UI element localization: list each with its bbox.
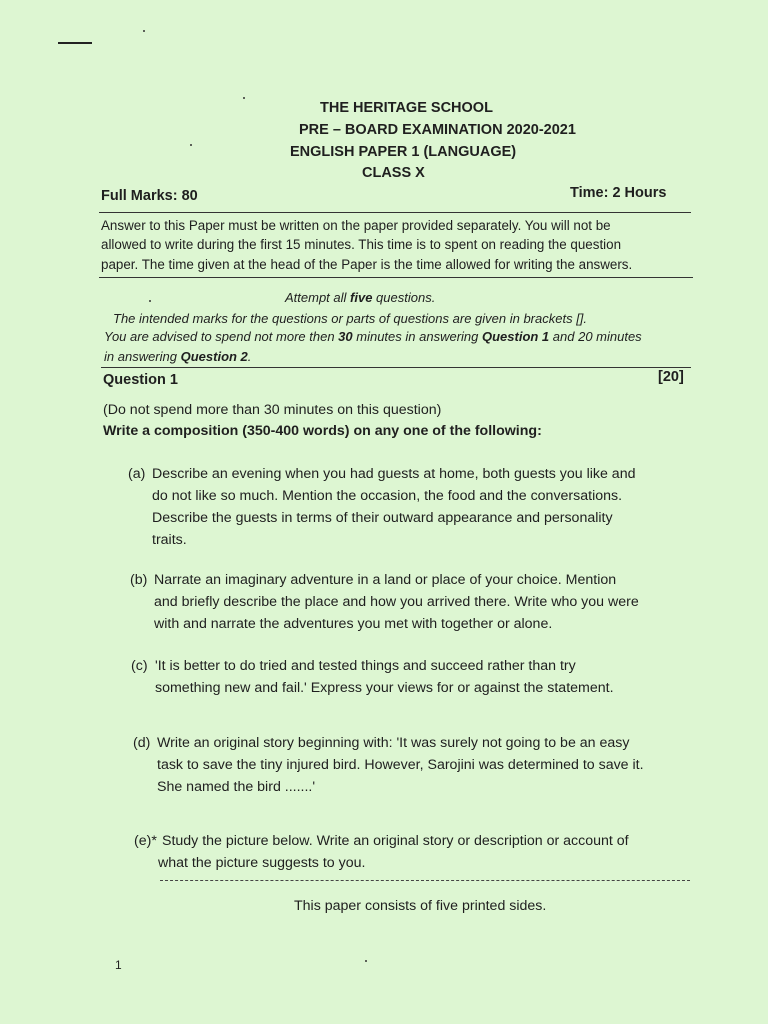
full-marks: Full Marks: 80 bbox=[101, 188, 198, 204]
option-text: Study the picture below. Write an original story or description or account of bbox=[162, 833, 629, 849]
option-e bbox=[134, 830, 629, 874]
option-text: Describe the guests in terms of their outward appearance and personality bbox=[152, 510, 613, 526]
option-text: She named the bird .......' bbox=[157, 779, 316, 795]
dotted-divider bbox=[160, 880, 690, 881]
question-instruction: Write a composition (350-400 words) on any one of the following: bbox=[103, 423, 542, 439]
footer-note: This paper consists of five printed sides. bbox=[294, 898, 547, 914]
option-text: what the picture suggests to you. bbox=[158, 855, 366, 871]
advice-text: and 20 minutes bbox=[549, 329, 642, 344]
option-label: (a) bbox=[128, 466, 146, 482]
advice-minutes: 30 bbox=[338, 329, 353, 344]
scan-speck bbox=[149, 300, 151, 302]
instruction-line: allowed to write during the first 15 minutes. This time is to spent on reading the question bbox=[101, 237, 622, 252]
attempt-text: Attempt all bbox=[285, 290, 351, 305]
option-c bbox=[131, 655, 614, 699]
attempt-text-end: questions. bbox=[372, 290, 436, 305]
divider bbox=[99, 212, 691, 213]
question-marks: [20] bbox=[658, 369, 684, 385]
option-text: with and narrate the adventures you met with together or alone. bbox=[154, 616, 553, 632]
option-text: Narrate an imaginary adventure in a land or place of your choice. Mention bbox=[154, 572, 617, 588]
advice-question-ref: Question 1 bbox=[481, 329, 550, 344]
question-title: Question 1 bbox=[103, 372, 178, 388]
option-label: (e)* bbox=[134, 833, 157, 849]
advice-text: minutes in answering bbox=[352, 329, 482, 344]
option-label: (c) bbox=[131, 658, 148, 674]
option-label: (b) bbox=[130, 572, 148, 588]
advice-line-2 bbox=[104, 349, 251, 364]
time-allowed: Time: 2 Hours bbox=[570, 185, 667, 201]
advice-text: . bbox=[247, 349, 252, 364]
option-text: do not like so much. Mention the occasion, the food and the conversations. bbox=[152, 488, 623, 504]
advice-line bbox=[104, 329, 642, 344]
marks-note: The intended marks for the questions or parts of questions are given in brackets []. bbox=[113, 311, 588, 326]
advice-text: in answering bbox=[104, 349, 181, 364]
class-label: CLASS X bbox=[362, 165, 425, 181]
divider bbox=[101, 367, 691, 368]
option-b bbox=[130, 569, 639, 635]
instruction-line: Answer to this Paper must be written on the paper provided separately. You will not be bbox=[101, 218, 611, 233]
option-text: 'It is better to do tried and tested things and succeed rather than try bbox=[155, 658, 576, 674]
instruction-line: paper. The time given at the head of the Paper is the time allowed for writing the answers. bbox=[101, 257, 633, 272]
option-text: and briefly describe the place and how you arrived there. Write who you were bbox=[154, 594, 639, 610]
paper-title: ENGLISH PAPER 1 (LANGUAGE) bbox=[290, 144, 517, 160]
page-number: 1 bbox=[115, 958, 122, 972]
attempt-note bbox=[285, 290, 435, 305]
advice-text: You are advised to spend not more then bbox=[104, 329, 339, 344]
divider bbox=[99, 277, 693, 278]
option-text: task to save the tiny injured bird. However, Sarojini was determined to save it. bbox=[157, 757, 644, 773]
advice-question-ref: Question 2 bbox=[180, 349, 248, 364]
time-note: (Do not spend more than 30 minutes on this question) bbox=[103, 402, 442, 418]
option-label: (d) bbox=[133, 735, 151, 751]
exam-title: PRE – BOARD EXAMINATION 2020-2021 bbox=[299, 122, 576, 138]
option-text: Describe an evening when you had guests at home, both guests you like and bbox=[152, 466, 636, 482]
option-text: traits. bbox=[152, 532, 187, 548]
scan-speck bbox=[243, 97, 245, 99]
attempt-count: five bbox=[350, 290, 373, 305]
scan-speck bbox=[143, 30, 145, 32]
option-d bbox=[133, 732, 644, 798]
option-text: Write an original story beginning with: 'It was surely not going to be an easy bbox=[157, 735, 630, 751]
scan-speck bbox=[365, 960, 367, 962]
option-text: something new and fail.' Express your views for or against the statement. bbox=[155, 680, 614, 696]
scan-speck bbox=[190, 144, 192, 146]
margin-mark bbox=[58, 42, 92, 44]
school-name: THE HERITAGE SCHOOL bbox=[320, 100, 493, 116]
option-a bbox=[128, 463, 635, 551]
